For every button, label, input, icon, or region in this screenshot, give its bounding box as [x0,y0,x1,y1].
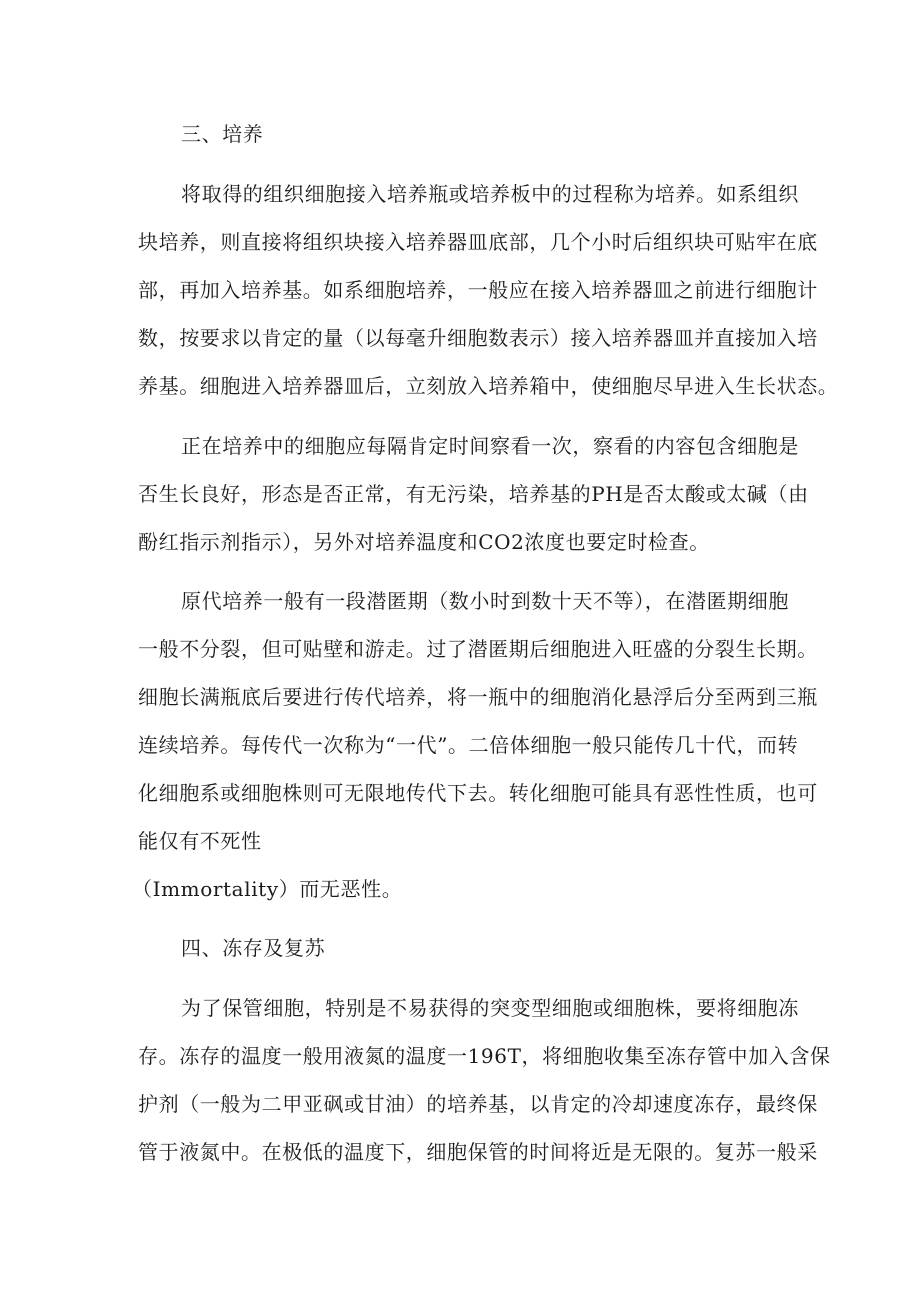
text-line: 管于液氮中。在极低的温度下，细胞保管的时间将近是无限的。复苏一般采 [138,1140,818,1164]
text-line: 护剂（一般为二甲亚砜或甘油）的培养基，以肯定的冷却速度冻存，最终保 [138,1092,818,1116]
text-line: 细胞长满瓶底后要进行传代培养，将一瓶中的细胞消化悬浮后分至两到三瓶 [138,685,818,709]
text-line: 块培养，则直接将组织块接入培养器皿底部，几个小时后组织块可贴牢在底 [138,230,818,254]
text-line: 正在培养中的细胞应每隔肯定时间察看一次，察看的内容包含细胞是 [181,434,799,458]
text-line: 连续培养。每传代一次称为“一代”。二倍体细胞一般只能传几十代，而转 [138,733,799,757]
text-line: 一般不分裂，但可贴壁和游走。过了潜匿期后细胞进入旺盛的分裂生长期。 [138,637,818,661]
text-line: 部，再加入培养基。如系细胞培养，一般应在接入培养器皿之前进行细胞计 [138,278,818,302]
text-line: 数，按要求以肯定的量（以每毫升细胞数表示）接入培养器皿并直接加入培 [138,326,818,350]
text-line: 养基。细胞进入培养器皿后，立刻放入培养箱中，使细胞尽早进入生长状态。 [138,374,839,398]
text-line: 为了保管细胞，特别是不易获得的突变型细胞或细胞株，要将细胞冻 [181,996,799,1020]
text-line: 酚红指示剂指示），另外对培养温度和CO2浓度也要定时检查。 [138,530,710,554]
text-line: 化细胞系或细胞株则可无限地传代下去。转化细胞可能具有恶性性质，也可 [138,781,818,805]
text-line: 将取得的组织细胞接入培养瓶或培养板中的过程称为培养。如系组织 [181,182,799,206]
text-line: 存。冻存的温度一般用液氮的温度一196T，将细胞收集至冻存管中加入含保 [138,1044,831,1068]
section-heading-culture: 三、培养 [181,122,264,146]
section-heading-cryopreservation: 四、冻存及复苏 [181,936,326,960]
text-line: 能仅有不死性 [138,829,262,853]
text-line: 原代培养一般有一段潜匿期（数小时到数十天不等），在潜匿期细胞 [181,589,789,613]
text-line: （Immortality）而无恶性。 [132,877,403,901]
text-line: 否生长良好，形态是否正常，有无污染，培养基的PH是否太酸或太碱（由 [138,482,809,506]
